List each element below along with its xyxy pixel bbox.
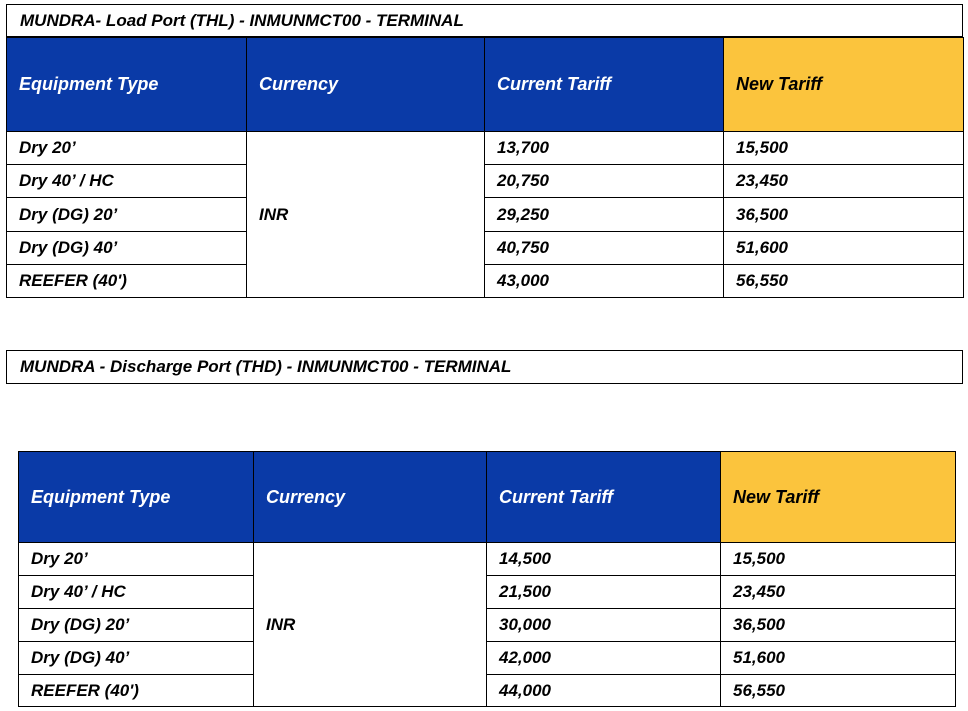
table-row [19, 675, 956, 707]
current-tariff-cell: 20,750 [485, 165, 724, 198]
header-currency: Currency [254, 452, 487, 543]
current-tariff-cell: 44,000 [487, 675, 721, 707]
current-tariff-cell: 40,750 [485, 232, 724, 265]
header-new-tariff: New Tariff [724, 38, 964, 132]
new-tariff-cell: 36,500 [721, 609, 956, 642]
current-tariff-cell: 42,000 [487, 642, 721, 675]
discharge-port-title: MUNDRA - Discharge Port (THD) - INMUNMCT00 - TERMINAL [6, 350, 963, 384]
equipment-cell: Dry (DG) 20’ [7, 198, 247, 232]
table-row [19, 609, 956, 642]
equipment-cell: Dry 20’ [19, 543, 254, 576]
new-tariff-cell: 15,500 [724, 132, 964, 165]
header-equipment-type: Equipment Type [19, 452, 254, 543]
table-row [7, 198, 964, 232]
equipment-cell: REEFER (40') [7, 265, 247, 298]
new-tariff-cell: 23,450 [721, 576, 956, 609]
table-header-row [7, 38, 964, 132]
table-row [7, 165, 964, 198]
header-current-tariff: Current Tariff [487, 452, 721, 543]
equipment-cell: Dry (DG) 40’ [19, 642, 254, 675]
table-row [7, 265, 964, 298]
current-tariff-cell: 30,000 [487, 609, 721, 642]
table-row [19, 642, 956, 675]
current-tariff-cell: 14,500 [487, 543, 721, 576]
current-tariff-cell: 29,250 [485, 198, 724, 232]
currency-cell: INR [247, 132, 485, 298]
new-tariff-cell: 51,600 [721, 642, 956, 675]
table-header-row [19, 452, 956, 543]
header-new-tariff: New Tariff [721, 452, 956, 543]
equipment-cell: Dry (DG) 40’ [7, 232, 247, 265]
new-tariff-cell: 51,600 [724, 232, 964, 265]
current-tariff-cell: 21,500 [487, 576, 721, 609]
table-row [19, 543, 956, 576]
new-tariff-cell: 56,550 [724, 265, 964, 298]
new-tariff-cell: 15,500 [721, 543, 956, 576]
new-tariff-cell: 36,500 [724, 198, 964, 232]
load-port-title: MUNDRA- Load Port (THL) - INMUNMCT00 - TERMINAL [6, 4, 963, 37]
table-row [7, 232, 964, 265]
equipment-cell: Dry 40’ / HC [19, 576, 254, 609]
load-port-tariff-table [6, 37, 964, 298]
current-tariff-cell: 13,700 [485, 132, 724, 165]
header-equipment-type: Equipment Type [7, 38, 247, 132]
header-current-tariff: Current Tariff [485, 38, 724, 132]
new-tariff-cell: 23,450 [724, 165, 964, 198]
table-row [19, 576, 956, 609]
discharge-port-tariff-table [18, 451, 956, 707]
equipment-cell: Dry 40’ / HC [7, 165, 247, 198]
equipment-cell: REEFER (40') [19, 675, 254, 707]
equipment-cell: Dry 20’ [7, 132, 247, 165]
current-tariff-cell: 43,000 [485, 265, 724, 298]
header-currency: Currency [247, 38, 485, 132]
new-tariff-cell: 56,550 [721, 675, 956, 707]
table-row [7, 132, 964, 165]
equipment-cell: Dry (DG) 20’ [19, 609, 254, 642]
currency-cell: INR [254, 543, 487, 707]
